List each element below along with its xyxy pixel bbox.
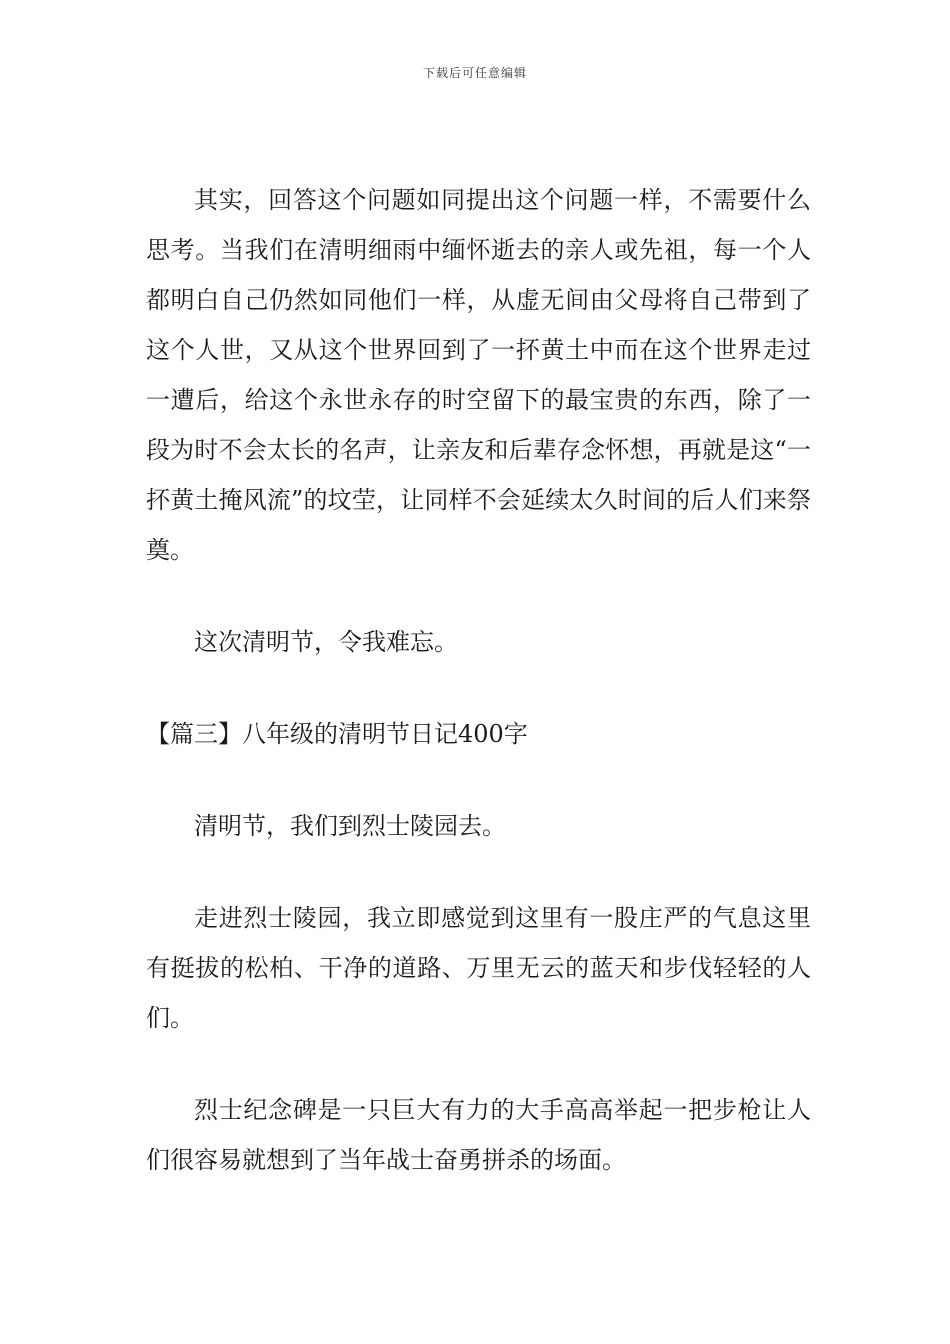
paragraph-unforgettable: 这次清明节，令我难忘。 [194,628,458,656]
paragraph-reflection: 其实，回答这个问题如同提出这个问题一样，不需要什么思考。当我们在清明细雨中缅怀逝去的亲人或先祖，每一个人都明白自己仍然如同他们一样，从虚无间由父母将自己带到了这个人世，又从这个世界回到了一抔黄土中而在这个世界走过一遭后，给这个永世永存的时空留下的最宝贵的东西，除了一段为时不会太长的名声，让亲友和后辈存念怀想，再就是这“一抔黄土掩风流”的坟茔，让同样不会延续太久时间的后人们来祭奠。 [146,186,811,564]
section-heading: 【篇三】八年级的清明节日记400字 [146,720,528,748]
page-header: 下载后可任意编辑 [422,66,527,80]
paragraph-visit: 清明节，我们到烈士陵园去。 [194,812,506,840]
paragraph-monument: 烈士纪念碑是一只巨大有力的大手高高举起一把步枪让人们很容易就想到了当年战士奋勇拼杀的场面。 [146,1096,811,1174]
document-body [146,175,811,1185]
paragraph-cemetery: 走进烈士陵园，我立即感觉到这里有一股庄严的气息这里有挺拔的松柏、干净的道路、万里无云的蓝天和步伐轻轻的人们。 [146,904,811,1032]
